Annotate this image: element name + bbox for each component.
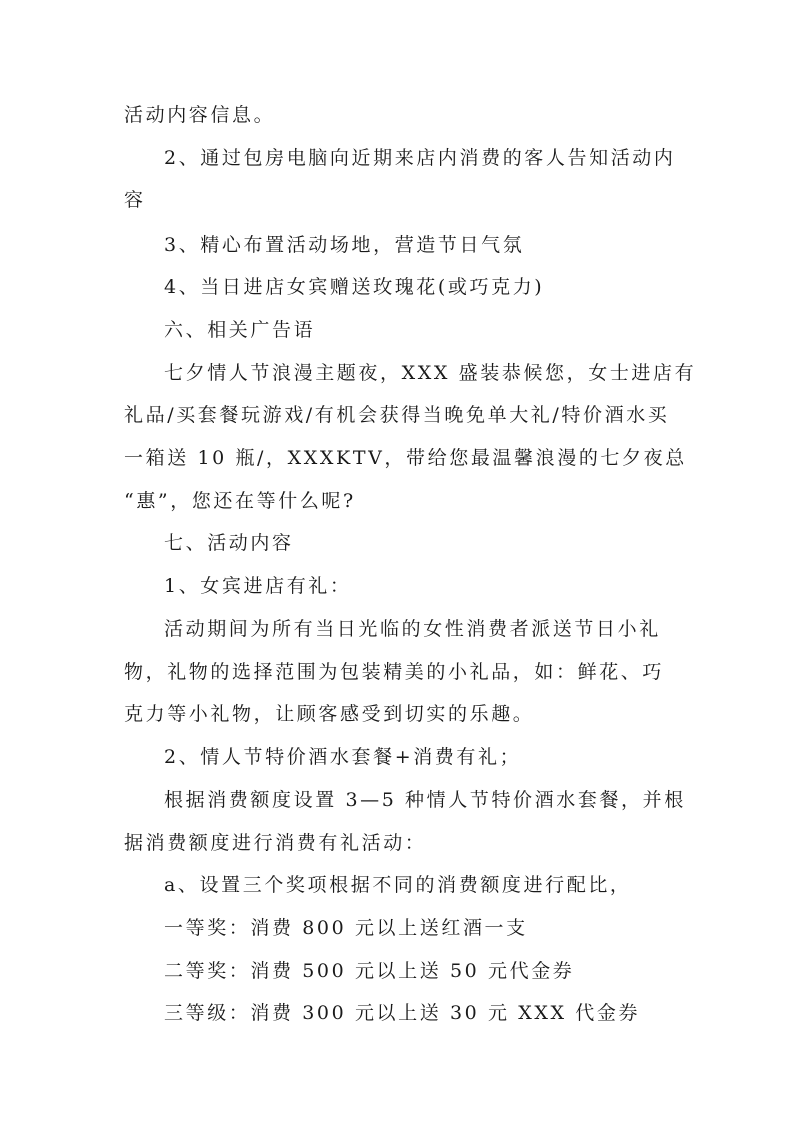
text-line: 据消费额度进行消费有礼活动： <box>124 832 427 854</box>
text-line: 活动期间为所有当日光临的女性消费者派送节日小礼 <box>164 618 661 640</box>
text-line: 克力等小礼物，让顾客感受到切实的乐趣。 <box>124 703 535 725</box>
text-line: 物，礼物的选择范围为包装精美的小礼品，如：鲜花、巧 <box>124 661 665 683</box>
prize-third: 三等级：消费 300 元以上送 30 元 XXX 代金券 <box>164 1002 641 1024</box>
text-line: 容 <box>124 189 146 211</box>
text-line: 4、当日进店女宾赠送玫瑰花(或巧克力) <box>164 276 545 298</box>
text-line: 活动内容信息。 <box>124 104 276 126</box>
text-line: 七夕情人节浪漫主题夜，XXX 盛装恭候您，女士进店有 <box>164 362 697 384</box>
text-line: 3、精心布置活动场地，营造节日气氛 <box>164 234 525 256</box>
text-line: 2、通过包房电脑向近期来店内消费的客人告知活动内 <box>164 147 676 169</box>
section-heading-ads: 六、相关广告语 <box>164 319 316 341</box>
section-heading-content: 七、活动内容 <box>164 532 294 554</box>
text-line: 根据消费额度设置 3—5 种情人节特价酒水套餐，并根 <box>164 789 686 811</box>
text-line: 一箱送 10 瓶/，XXXKTV，带给您最温馨浪漫的七夕夜总 <box>124 447 687 469</box>
text-line: 1、女宾进店有礼： <box>164 575 352 597</box>
text-line: 礼品/买套餐玩游戏/有机会获得当晚免单大礼/特价酒水买 <box>124 404 670 426</box>
text-line: a、设置三个奖项根据不同的消费额度进行配比， <box>164 874 632 896</box>
prize-first: 一等奖：消费 800 元以上送红酒一支 <box>164 917 528 939</box>
text-line: “惠”，您还在等什么呢? <box>124 490 356 512</box>
prize-second: 二等奖：消费 500 元以上送 50 元代金券 <box>164 960 575 982</box>
text-line: 2、情人节特价酒水套餐+消费有礼； <box>164 746 522 768</box>
